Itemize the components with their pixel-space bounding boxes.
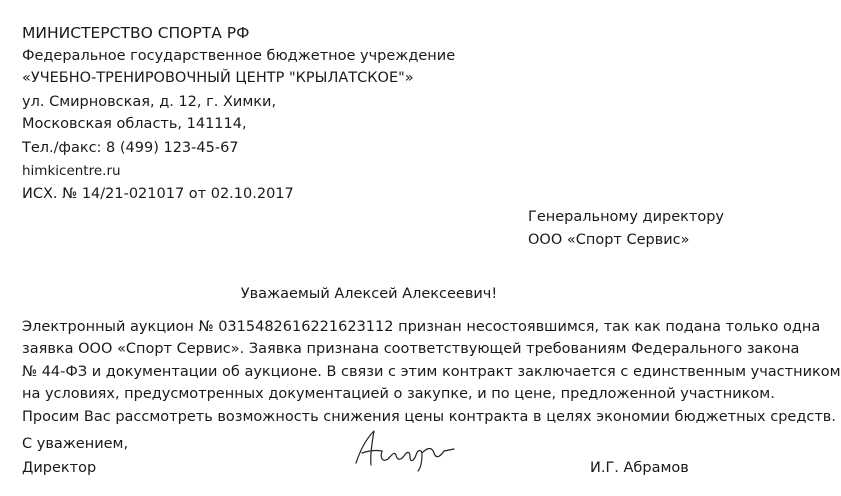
phone-fax: Тел./факс: 8 (499) 123-45-67 [22,140,239,156]
institution-name: «УЧЕБНО-ТРЕНИРОВОЧНЫЙ ЦЕНТР "КРЫЛАТСКОЕ"» [22,70,414,86]
greeting: Уважаемый Алексей Алексеевич! [240,286,498,302]
regards: С уважением, [22,436,129,452]
address-region: Московская область, 141114, [22,116,247,132]
address-street: ул. Смирновская, д. 12, г. Химки, [22,94,277,110]
website: himkicentre.ru [22,163,121,179]
body-line: Просим Вас рассмотреть возможность снижения цены контракта в целях экономии бюджетных средств. [22,409,836,425]
body-line: заявка ООО «Спорт Сервис». Заявка признана соответствующей требованиям Федерального закона [22,341,800,357]
outgoing-reference: ИСХ. № 14/21-021017 от 02.10.2017 [22,186,294,202]
body-line: Электронный аукцион № 0315482616221623112 признан несостоявшимся, так как подана только одна [22,319,821,335]
body-line: № 44-ФЗ и документации об аукционе. В связи с этим контракт заключается с единственным участником [22,364,841,380]
recipient-organization: ООО «Спорт Сервис» [528,232,690,248]
institution-type: Федеральное государственное бюджетное учреждение [22,48,456,64]
recipient-position: Генеральному директору [528,209,724,225]
signer-position: Директор [22,460,97,476]
signer-name: И.Г. Абрамов [590,460,689,476]
handwritten-signature [350,423,460,473]
ministry-name: МИНИСТЕРСТВО СПОРТА РФ [22,24,250,42]
body-line: на условиях, предусмотренных документацией о закупке, и по цене, предложенной участником. [22,386,775,402]
